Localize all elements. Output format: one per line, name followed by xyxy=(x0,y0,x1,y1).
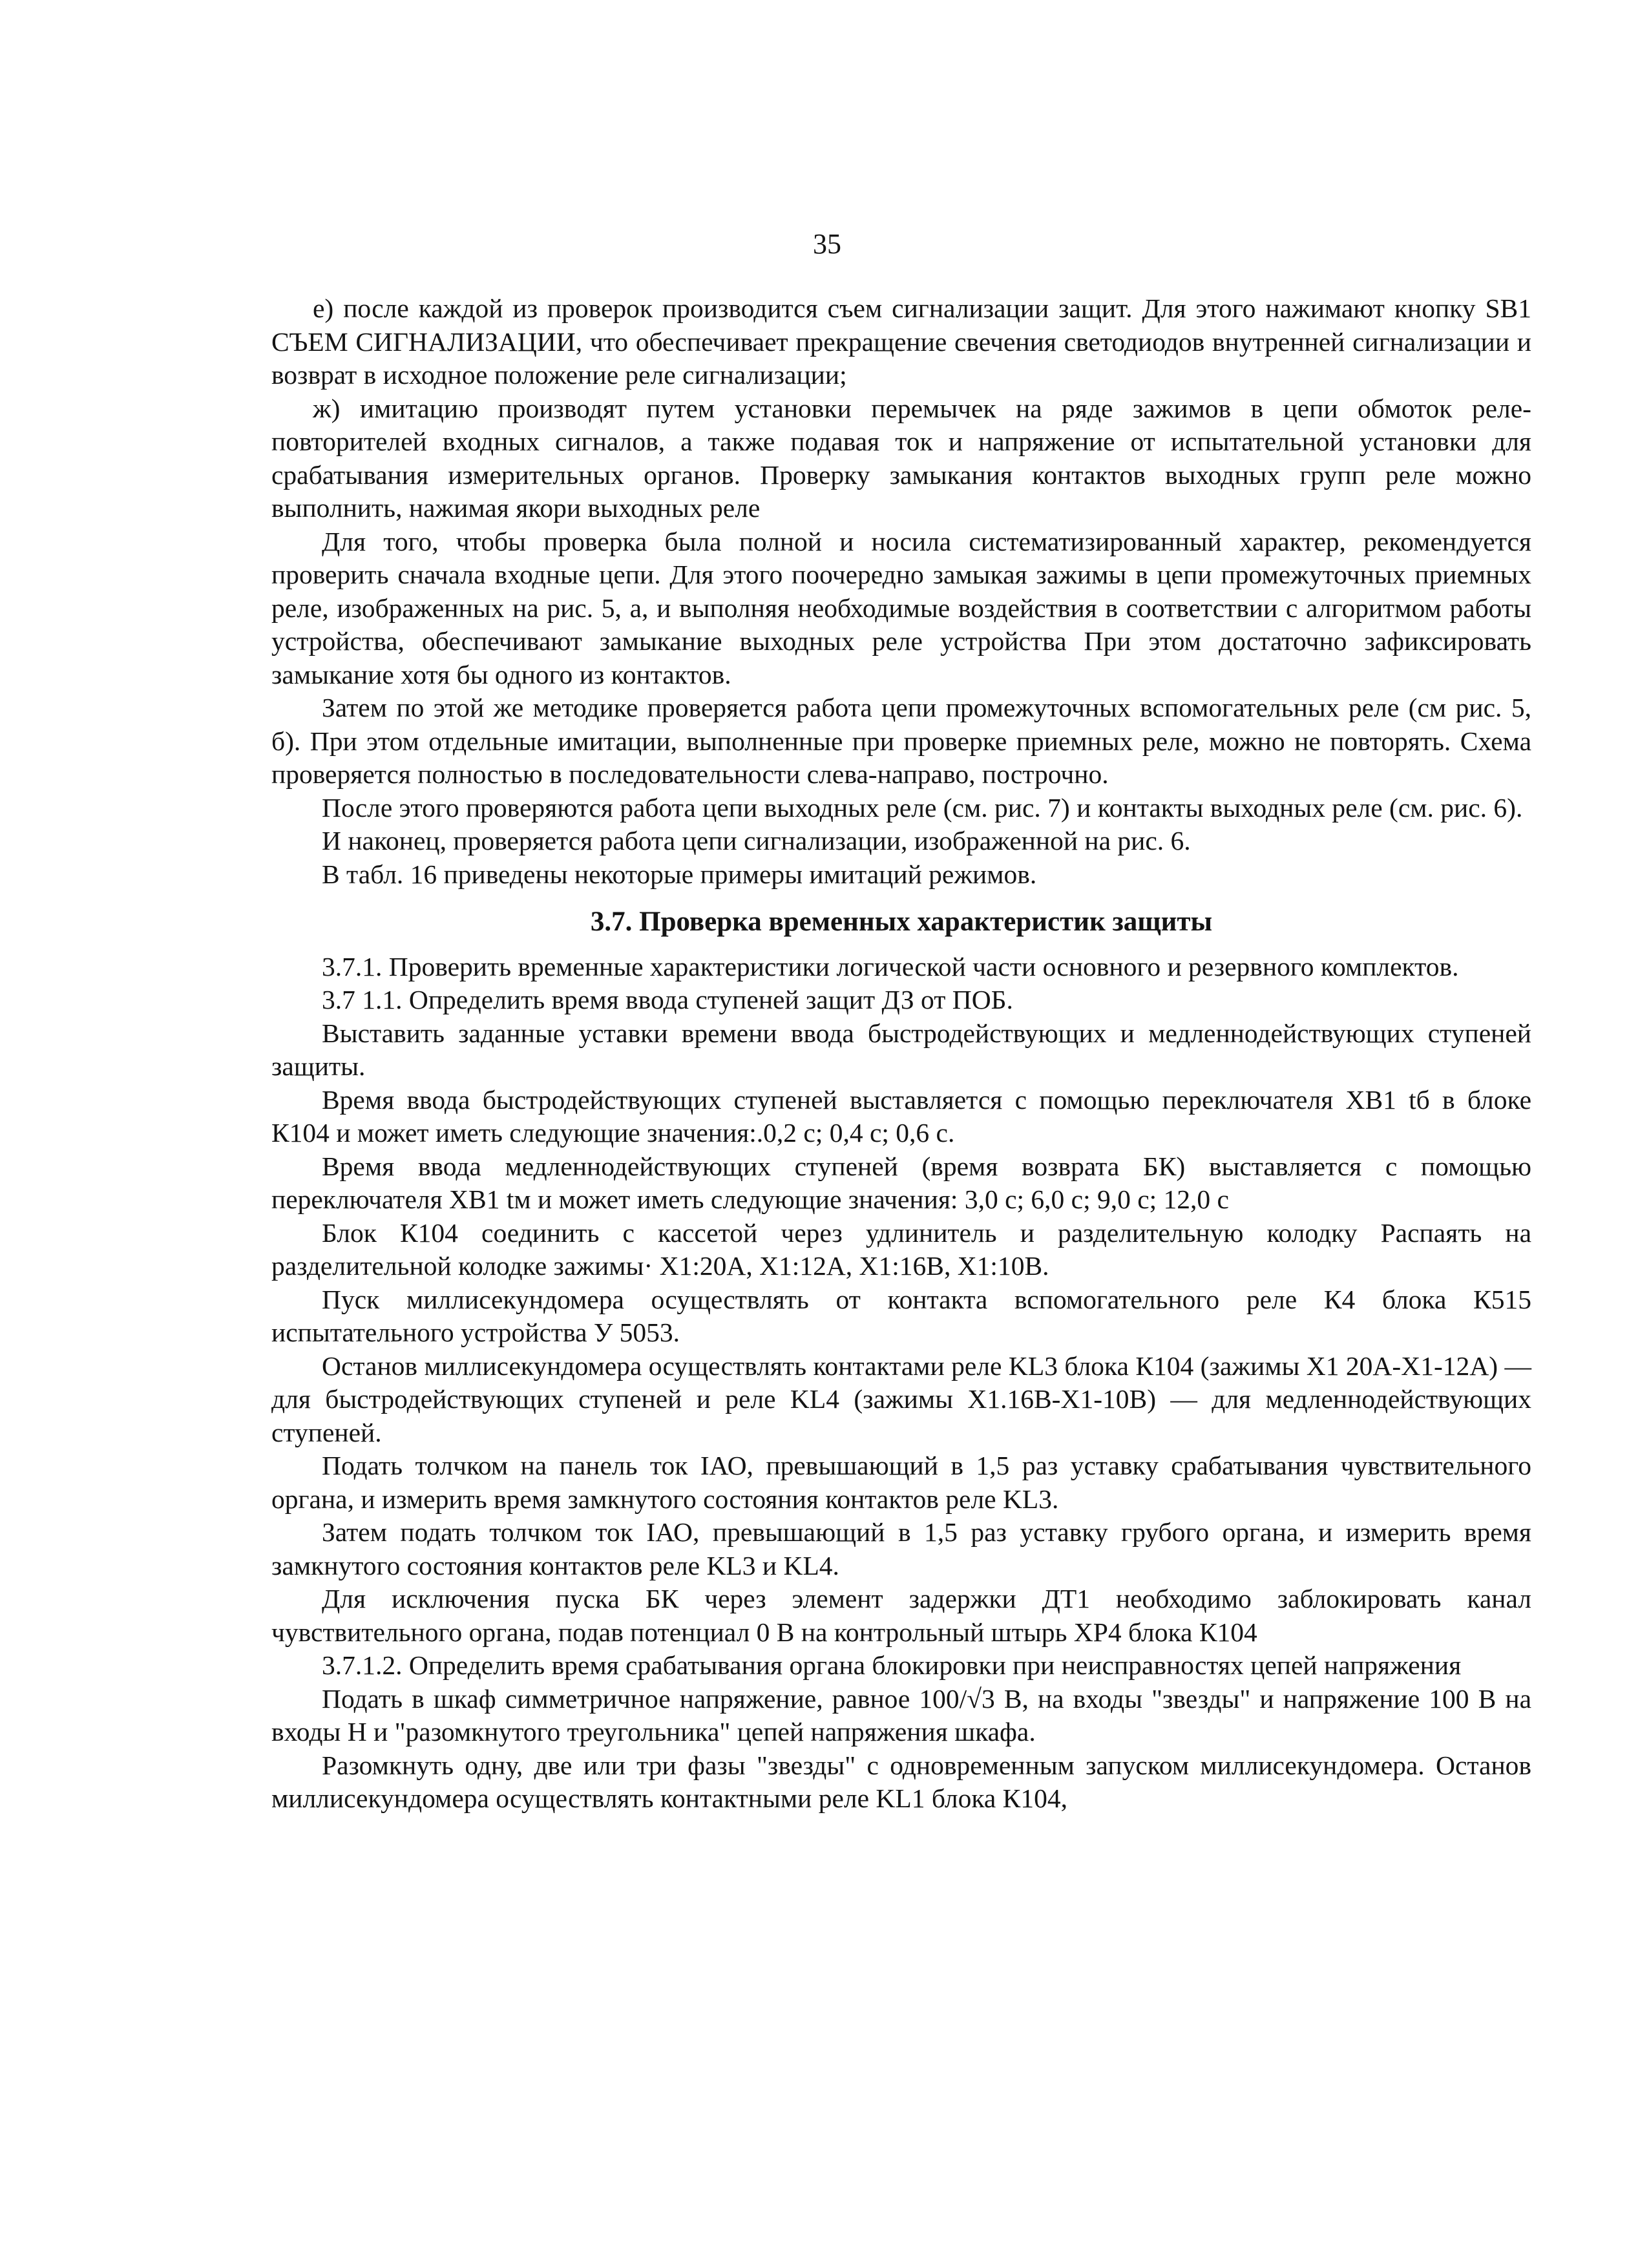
paragraph: Подать толчком на панель ток IАО, превышающий в 1,5 раз уставку срабатывания чувствительного органа, и измерить время замкнутого состояния контактов реле KL3. xyxy=(271,1451,1531,1514)
section-heading: 3.7. Проверка временных характеристик защиты xyxy=(590,907,1213,937)
page-number: 35 xyxy=(813,228,841,260)
paragraph: И наконец, проверяется работа цепи сигнализации, изображенной на рис. 6. xyxy=(322,826,1191,856)
paragraph: Для исключения пуска БК через элемент задержки ДТ1 необходимо заблокировать канал чувствительного органа, подав потенциал 0 В на контрольный штырь ХР4 блока К104 xyxy=(271,1584,1531,1647)
paragraph: Время ввода медленнодействующих ступеней (время возврата БК) выставляется с помощью переключателя ХВ1 tм и может иметь следующие значения: 3,0 с; 6,0 с; 9,0 с; 12,0 с xyxy=(271,1151,1531,1214)
paragraph-e: е) после каждой из проверок производится съем сигнализации защит. Для этого нажимают кнопку SB1 СЪЕМ СИГНАЛИЗАЦИИ, что обеспечивает прекращение свечения светодиодов внутренней сигнализации и возврат в исходное положение реле сигнализации; xyxy=(271,293,1531,390)
paragraph: Затем подать толчком ток IАО, превышающий в 1,5 раз уставку грубого органа, и измерить время замкнутого состояния контактов реле KL3 и KL4. xyxy=(271,1517,1531,1580)
paragraph: Пуск миллисекундомера осуществлять от контакта вспомогательного реле К4 блока К515 испытательного устройства У 5053. xyxy=(271,1284,1531,1347)
paragraph: Останов миллисекундомера осуществлять контактами реле KL3 блока К104 (зажимы Х1 20А-Х1-12А) — для быстродействующих ступеней и реле KL4 (зажимы Х1.16В-Х1-10В) — для медленнодействующих ступеней. xyxy=(271,1350,1531,1447)
paragraph: 3.7.1.2. Определить время срабатывания органа блокировки при неисправностях цепей напряжения xyxy=(322,1650,1462,1680)
paragraph-zh: ж) имитацию производят путем установки перемычек на ряде зажимов в цепи обмоток реле-повторителей входных сигналов, а также подавая ток и напряжение от испытательной установки для срабатывания измерительных органов. Проверку замыкания контактов выходных групп реле можно выполнить, нажимая якори выходных реле xyxy=(271,393,1531,523)
paragraph: В табл. 16 приведены некоторые примеры имитаций режимов. xyxy=(322,859,1037,889)
page-body xyxy=(271,292,1531,1816)
paragraph: Подать в шкаф симметричное напряжение, равное 100/√3 В, на входы "звезды" и напряжение 100 В на входы Н и "разомкнутого треугольника" цепей напряжения шкафа. xyxy=(271,1683,1531,1747)
paragraph: 3.7.1. Проверить временные характеристики логической части основного и резервного комплектов. xyxy=(322,951,1459,982)
paragraph: Затем по этой же методике проверяется работа цепи промежуточных вспомогательных реле (см рис. 5, б). При этом отдельные имитации, выполненные при проверке приемных реле, можно не повторять. Схема проверяется полностью в последовательности слева-направо, построчно. xyxy=(271,693,1531,789)
paragraph: Время ввода быстродействующих ступеней выставляется с помощью переключателя ХВ1 tб в блоке К104 и может иметь следующие значения:.0,2 с; 0,4 с; 0,6 с. xyxy=(271,1084,1531,1148)
paragraph: После этого проверяются работа цепи выходных реле (см. рис. 7) и контакты выходных реле (см. рис. 6). xyxy=(322,792,1523,823)
paragraph: 3.7 1.1. Определить время ввода ступеней защит ДЗ от ПОБ. xyxy=(322,985,1013,1014)
paragraph: Выставить заданные уставки времени ввода быстродействующих и медленнодействующих ступеней защиты. xyxy=(271,1018,1531,1081)
paragraph: Для того, чтобы проверка была полной и носила систематизированный характер, рекомендуется проверить сначала входные цепи. Для этого поочередно замыкая зажимы в цепи промежуточных приемных реле, изображенных на рис. 5, а, и выполняя необходимые воздействия в соответствии с алгоритмом работы устройства, обеспечивают замыкание выходных реле устройства При этом достаточно зафиксировать замыкание хотя бы одного из контактов. xyxy=(271,526,1531,689)
paragraph: Блок К104 соединить с кассетой через удлинитель и разделительную колодку Распаять на разделительной колодке зажимы· Х1:20А, Х1:12А, Х1:16В, Х1:10В. xyxy=(271,1217,1531,1281)
paragraph: Разомкнуть одну, две или три фазы "звезды" с одновременным запуском миллисекундомера. Останов миллисекундомера осуществлять контактными реле KL1 блока К104, xyxy=(271,1750,1531,1813)
